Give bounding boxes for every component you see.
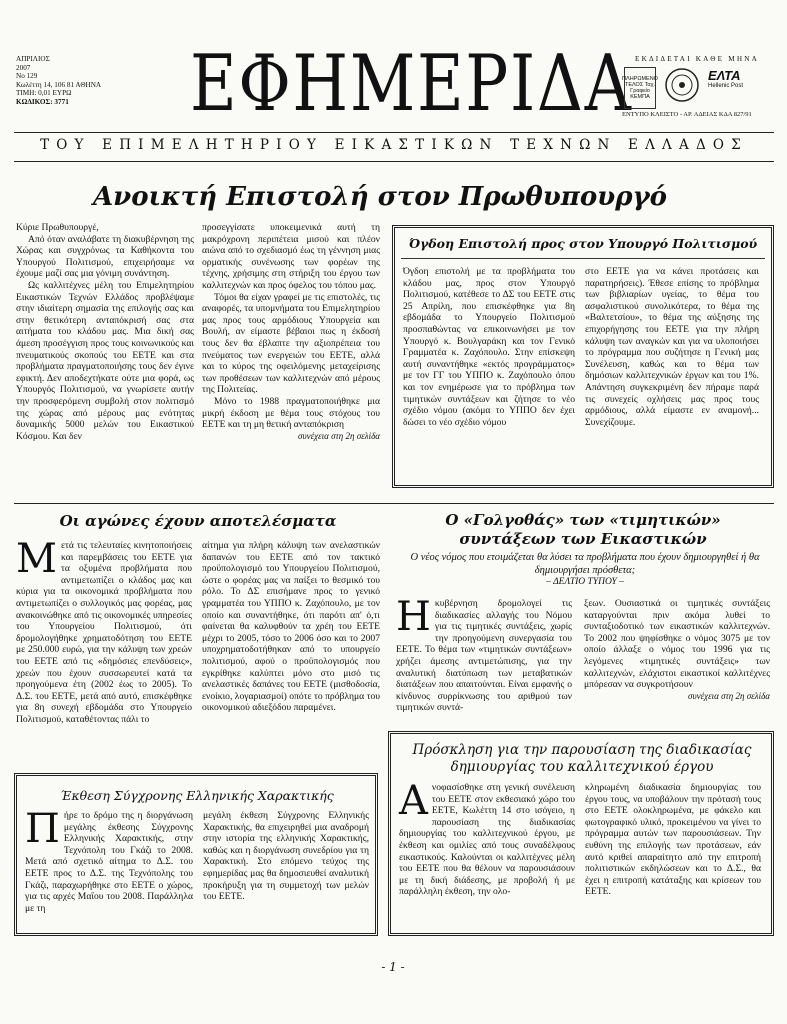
struggles-col2: αίτημα για πλήρη κάλυψη των ανελαστικών δαπανών του ΕΕΤΕ από τον τακτικό προϋπολογισμό του Υπουργείου Πολιτισμού, ώστε ο φορέας μας να παίξει το θεσμικό του ρόλο. Το ΔΣ επισήμανε προς το γενικό γραμματέα του ΥΠΠΟ κ. Ζαχόπουλο, με τον οποίο και συναντήθηκε, ότι παρότι απ' ό,τι φαίνεται θα καλυφθούν τα χρέη του ΕΕΤΕ μέχρι το 2005, τόσο το 2006 όσο και το 2007 υποχρηματοδοτήθηκαν από το υπουργείο πολιτισμού, αφού ο προϋπολογισμός που εγκρίθηκε καλύπτει μόνο στο μισό τις ανελαστικές δαπάνες του ΕΕΤΕ (μισθοδοσία, ενοίκιο, λογαριασμοί) οπότε το πρόβλημα του οικονομικού αδιεξόδου παραμένει.: [202, 540, 380, 714]
golgotha-text-1: κυβέρνηση δρομολογεί τις διαδικασίες αλλαγής του Νόμου για τις τιμητικές συντάξεις, χωρίς την προηγούμενη συνεργασία του ΕΕΤΕ. Το θέμα των «τιμητικών συντάξεων» χρήζει άμεσης αντιμετώπισης, για την αναλυτική διατύπωση των μεταβατικών διατάξεων που απαιτούνται. Είναι εμφανής ο κίνδυνος συρρίκνωσης του αριθμού των τιμητικών συντά-: [396, 598, 572, 714]
masthead-rule: [14, 132, 774, 133]
eighth-letter-col2: στο ΕΕΤΕ για να κάνει προτάσεις και παρατηρήσεις). Έθεσε επίσης το πρόβλημα των βιβλιαρίων υγείας, το θέμα του ασφαλιστικού συνολικότερα, το θέμα της «Βαλτετσίου», το θέμα της αύξησης της επιχορήγησης του ΕΕΤΕ για την πλήρη κάλυψη των αναγκών και για να υλοποιήσει το πρόγραμμα που συζήτησε η Γενική μας Συνέλευση, καθώς και το θέμα των δημόσιων καλλιτεχνικών έργων και του 1%. Απάντηση συγκεκριμένη δεν πήραμε παρά τις συνεχείς οχλήσεις μας προς τους αρμόδιους, αλλά είμαστε εν αναμονή... Συνεχίζουμε.: [585, 266, 759, 428]
golgotha-text-2: ξεων. Ουσιαστικά οι τιμητικές συντάξεις καταργούνται πριν ακόμα λυθεί το συνταξιοδοτικό των εικαστικών καλλιτεχνών. Το 2002 που ψηφίσθηκε ο νόμος 3075 με τον οποίο άλλαξε ο νόμος του 1996 για τις λεγόμενες «τιμητικές συντάξεις» των καλλιτεχνών, ελάχιστοι εικαστικοί καλλιτέχνες μπόρεσαν να συγκροτήσουν: [584, 598, 770, 691]
masthead-info: [16, 55, 126, 107]
paragraph: Από όταν αναλάβατε τη διακυβέρνηση της Χώρας και συγχρόνως τα Καθήκοντα του Υπουργού Πολιτισμού, επιχειρήσαμε να έχουμε μαζί σας μια γόνιμη συνάντηση.: [16, 233, 194, 280]
issue-code: ΚΩΔΙΚΟΣ: 3771: [16, 97, 69, 106]
newspaper-title: ΕΦΗΜΕΡΙΔΑ: [190, 39, 633, 129]
issue-month: ΑΠΡΙΛΙΟΣ: [16, 55, 50, 63]
subtitle-rule: [14, 161, 774, 162]
struggles-headline: Οι αγώνες έχουν αποτελέσματα: [59, 512, 337, 530]
newspaper-subtitle: ΤΟΥ ΕΠΙΜΕΛΗΤΗΡΙΟΥ ΕΙΚΑΣΤΙΚΩΝ ΤΕΧΝΩΝ ΕΛΛΑΔΟΣ: [40, 137, 748, 153]
paragraph: προσεγγίσατε υποκειμενικά αυτή τη μακρόχρονη περιπέτεια μισού και πλέον αιώνα από το σχεδιασμό έως τη γέννηση μιας ορματικής συνένωσης των φορέων της τέχνης, χρήσιμης στη στήριξη του έργου των καλλιτεχνών και προς όφελος του τόπου μας.: [202, 222, 380, 291]
eighth-letter-box: [392, 225, 774, 488]
golgotha-col1: [396, 594, 572, 714]
eighth-letter-col1: Όγδοη επιστολή με τα προβλήματα του κλάδου μας, προς στον Υπουργό Πολιτισμού, κατέθεσε το ΔΣ του ΕΕΤΕ στις 25 Απρίλη, που επισκέφθηκε για 8η εβδομάδα το Υπουργείο Πολιτισμού προσπαθώντας να επικοινωνήσει με τον Υπουργό κ. Βουλγαράκη και τον Γενικό Γραμματέα κ. Ζαχόπουλο. Στην επίσκεψη αυτή συναντήθηκε «εκτός προγράμματος» με τον ΓΓ του ΥΠΠΟ κ. Ζαχόπουλο όπου και τον ενημέρωσε για το πρόβλημα των τιμητικών συντάξεων και ζήτησε το νέο σχέδιο νόμου (ακόμα το ΥΠΠΟ δεν έχει δώσει το νέο σχέδιο νόμου: [403, 266, 575, 428]
paragraph: Μόνο το 1988 πραγματοποιήθηκε μια μικρή έκδοση με θέμα τους στόχους του ΕΕΤΕ και τη μη θετική ανταπόκριση: [202, 395, 380, 431]
main-article-col1: [16, 222, 194, 442]
golgotha-source: – ΔΕΛΤΙΟ ΤΥΠΟΥ –: [546, 577, 624, 587]
paragraph: Κύριε Πρωθυπουργέ,: [16, 222, 99, 233]
eighth-letter-headline: Όγδοη Επιστολή προς στον Υπουργό Πολιτισμού: [409, 236, 758, 251]
golgotha-subhead: Ο νέος νόμος που ετοιμάζεται θα λύσει τα προβλήματα που έχουν δημιουργηθεί ή θα δημιουργήσει πρόσθετα;: [410, 552, 760, 576]
issue-price: ΤΙΜΗ: 0,01 ΕΥΡΩ: [16, 89, 72, 98]
exhibition-col1: [25, 806, 193, 914]
elta-logo-sub: Hellenic Post: [708, 83, 744, 89]
page-number: - 1 -: [381, 960, 405, 974]
struggles-col1: [16, 536, 192, 726]
dropcap: Η: [396, 594, 431, 640]
invitation-text-1: νοφασίσθηκε στη γενική συνέλευση του ΕΕΤΕ στον εκθεσιακό χώρο του ΕΕΤΕ, Κωλέττη 14 στο ισόγειο, η παρουσίαση της διαδικασίας δημιουργίας του καλλιτεχνικού έργου, με έκθεση και ομιλίες από τους συναδέλφους εικαστικούς. Καλούνται οι καλλιτέχνες μέλη του ΕΕΤΕ που θα θέλουν να παρουσιάσουν με τη δική διάδεσης, με προβολή ή με παράλληλη έκθεση, την ολο-: [399, 782, 575, 898]
invitation-box: [388, 731, 774, 936]
golgotha-col2: [584, 598, 770, 702]
golgotha-headline: Ο «Γολγοθάς» των «τιμητικών» συντάξεων των Εικαστικών: [445, 511, 721, 548]
elta-logo-text: ΕΛΤΑ: [708, 68, 741, 83]
exhibition-headline: Έκθεση Σύγχρονης Ελληνικής Χαρακτικής: [60, 788, 334, 803]
postage-paid-badge: [624, 67, 656, 109]
invitation-headline: Πρόσκληση για την παρουσίαση της διαδικασίας δημιουργίας του καλλιτεχνικού έργου: [412, 742, 752, 775]
paragraph: Τόμοι θα είχαν γραφεί με τις επιστολές, τις αναφορές, τα υπομνήματα του Επιμελητηρίου μας προς τους αρμόδιους Υπουργεία και Βουλή, αν είμαστε βέβαιοι πως η έκδοσή τους δεν θα έβλαπτε την αξιοπρέπεια του πνεύματος των ενεργειών του ΕΕΤΕ, αλλά και το κύρος της οφειλόμενης μεταχείρισης των προθέσεων των καλλιτεχνών από μέρους της Πολιτείας.: [202, 291, 380, 396]
dropcap: Μ: [16, 536, 57, 582]
elta-logo: [708, 68, 768, 102]
dropcap: Α: [399, 778, 428, 824]
main-headline: Ανοικτή Επιστολή στον Πρωθυπουργό: [93, 182, 667, 212]
frequency-note: ΕΚΔΙΔΕΤΑΙ ΚΑΘΕ ΜΗΝΑ: [634, 55, 760, 63]
main-article-col2: [202, 222, 380, 442]
struggles-text-1: ετά τις τελευταίες κινητοποιήσεις και παρεμβάσεις του ΕΕΤΕ για τα οξυμένα προβλήματα που αντιμετωπίζει ο κλάδος μας και κύρια για τα οικονομικά προβλήματα που αντιμετωπίζει ο συλλογικός μας φορέας, μας ανακοινώθηκε από τις οικονομικές υπηρεσίες του Υπουργείου Πολιτισμού, ότι δρομολογήθηκε χρηματοδότηση του ΕΕΤΕ με 250.000 ευρώ, για την κάλυψη των χρεών του ΕΕΤΕ από τις «δημόσιες επενδύσεις», χρεών που έχουν συσσωρευτεί κατά τα προηγούμενα έτη (2002 έως το 2005). Το Δ.Σ. του ΕΕΤΕ, μετά από αυτό, επισκέφθηκε για 8η συνεχή εβδομάδα στο Υπουργείο Πολιτισμού, καταθέτοντας πάλι το: [16, 540, 192, 725]
exhibition-col2: μεγάλη έκθεση Σύγχρονης Ελληνικής Χαρακτικής, θα επιχειρηθεί μια αναδρομή στην ιστορία της ελληνικής Χαρακτικής, καθώς και η διοργάνωση συνεδρίου για τη Χαρακτική. Στο επόμενο τεύχος της εφημερίδας μας θα δημοσιευθεί αναλυτική προκήρυξη για τη συμμετοχή των μελών του ΕΕΤΕ.: [203, 810, 369, 903]
invitation-col2: κληρωμένη διαδικασία δημιουργίας του έργου τους, να υποβάλουν την πρότασή τους στο ΕΕΤΕ ολοκληρωμένα, με φάκελο και φωτογραφικό υλικό, προκειμένου να γίνει το πρόγραμμα αυτών των παρουσιάσεων. Την ευθύνη της επιλογής των προτάσεων, εάν αυτό κριθεί απαραίτητο από την επιτροπή πολιτιστικών εκδηλώσεων και το Δ.Σ., θα έχει η επιτροπή κατάταξης και κρίσεων του ΕΕΤΕ.: [585, 782, 761, 898]
seal-icon: [664, 67, 700, 103]
eighth-letter-rule: [401, 258, 765, 259]
exhibition-text-1: ήρε το δρόμο της η διοργάνωση μεγάλης έκθεσης Σύγχρονης Ελληνικής Χαρακτικής, στην Τεχνόπολη του Γκάζι το 2008. Μετά από σχετικό αίτημα το Δ.Σ. του ΕΕΤΕ προς το Δ.Σ. της Τεχνόπολης του Γκάζι, παραχωρήθηκε στο ΕΕΤΕ ο χώρος, για τις αρχές Μαΐου του 2008. Παράλληλα με τη: [25, 810, 193, 914]
exhibition-box: [14, 773, 378, 936]
continued-note: συνέχεια στη 2η σελίδα: [688, 690, 770, 701]
continued-note: συνέχεια στη 2η σελίδα: [298, 430, 380, 441]
publisher-address: Κωλέττη 14, 106 81 ΑΘΗΝΑ: [16, 80, 102, 89]
dropcap: Π: [25, 806, 60, 852]
issue-number: No 129: [16, 72, 38, 81]
postage-paid-label: ΠΛΗΡΩΜΕΝΟ ΤΕΛΟΣ Ταχ. Γραφείο ΚΕΜΠΑ: [622, 76, 658, 100]
paragraph: Ως καλλιτέχνες μέλη του Επιμελητηρίου Εικαστικών Τεχνών Ελλάδος προβλέψαμε στην ιδιαίτερη σημασία της επιλογής σας και στην θετικότερη ανταπόκρισή σας στα αιτήματα του κλάδου μας. Μια δική σας άμεση προσέγγιση προς τους κοινωνικούς και πνευματικούς σκοπούς του ΕΕΤΕ και στα προβλήματα πραγματοποιήσης τους δεν έγινε εφικτή. Δεν αποδεχτήκατε ούτε μια φορά, ως Υπουργός Πολιτισμού, να γνωρίσετε αυτήν την προσφερόμενη συμβολή στον πολιτισμό της χώρας από μέρους μας ενότητας δυναμικής 5000 μελών του Εικαστικού Κόσμου. Και δεν: [16, 279, 194, 442]
postal-permit: ΕΝΤΥΠΟ ΚΛΕΙΣΤΟ - ΑΡ. ΑΔΕΙΑΣ ΚΔΑ 827/91: [622, 111, 752, 118]
invitation-col1: [399, 778, 575, 898]
issue-year: 2007: [16, 63, 31, 72]
section-rule: [14, 503, 774, 504]
